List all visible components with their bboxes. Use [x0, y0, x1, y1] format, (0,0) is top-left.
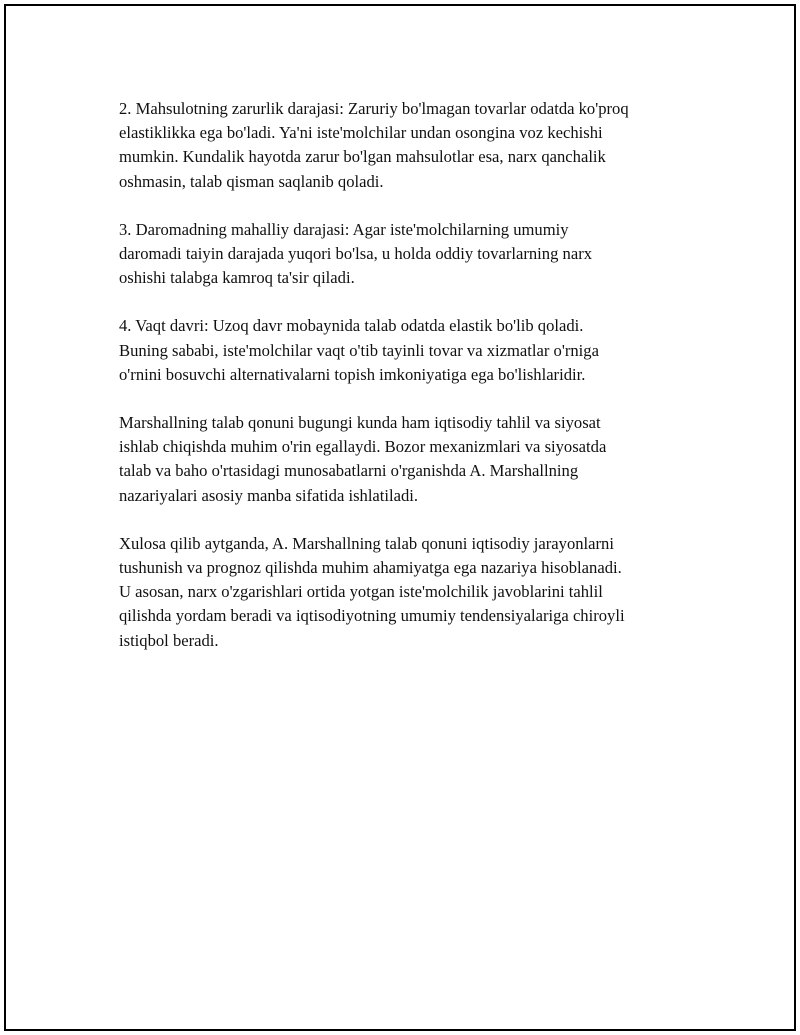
document-body	[119, 97, 699, 677]
paragraph-necessity-level: 2. Mahsulotning zarurlik darajasi: Zaruriy bo'lmagan tovarlar odatda ko'proq elastiklikka ega bo'ladi. Ya'ni iste'molchilar undan osongina voz kechishi mumkin. Kundalik hayotda zarur bo'lgan mahsulotlar esa, narx qanchalik oshmasin, talab qisman saqlanib qoladi.	[119, 99, 629, 191]
paragraph-time-period: 4. Vaqt davri: Uzoq davr mobaynida talab odatda elastik bo'lib qoladi. Buning sababi, iste'molchilar vaqt o'tib tayinli tovar va xizmatlar o'rniga o'rnini bosuvchi alternativalarni topish imkoniyatiga ega bo'lishlaridir.	[119, 316, 599, 384]
paragraph-conclusion: Xulosa qilib aytganda, A. Marshallning talab qonuni iqtisodiy jarayonlarni tushunish va prognoz qilishda muhim ahamiyatga ega nazariya hisoblanadi. U asosan, narx o'zgarishlari ortida yotgan iste'molchilik javoblarini tahlil qilishda yordam beradi va iqtisodiyotning umumiy tendensiyalariga chiroyli istiqbol beradi.	[119, 533, 625, 650]
paragraph-marshall-law-today: Marshallning talab qonuni bugungi kunda ham iqtisodiy tahlil va siyosat ishlab chiqishda muhim o'rin egallaydi. Bozor mexanizmlari va siyosatda talab va baho o'rtasidagi munosabatlarni o'rganishda A. Marshallning nazariyalari asosiy manba sifatida ishlatiladi.	[119, 413, 607, 505]
paragraph-income-level: 3. Daromadning mahalliy darajasi: Agar iste'molchilarning umumiy daromadi taiyin darajada yuqori bo'lsa, u holda oddiy tovarlarning narx oshishi talabga kamroq ta'sir qiladi.	[119, 219, 593, 288]
document-page	[4, 4, 796, 1031]
